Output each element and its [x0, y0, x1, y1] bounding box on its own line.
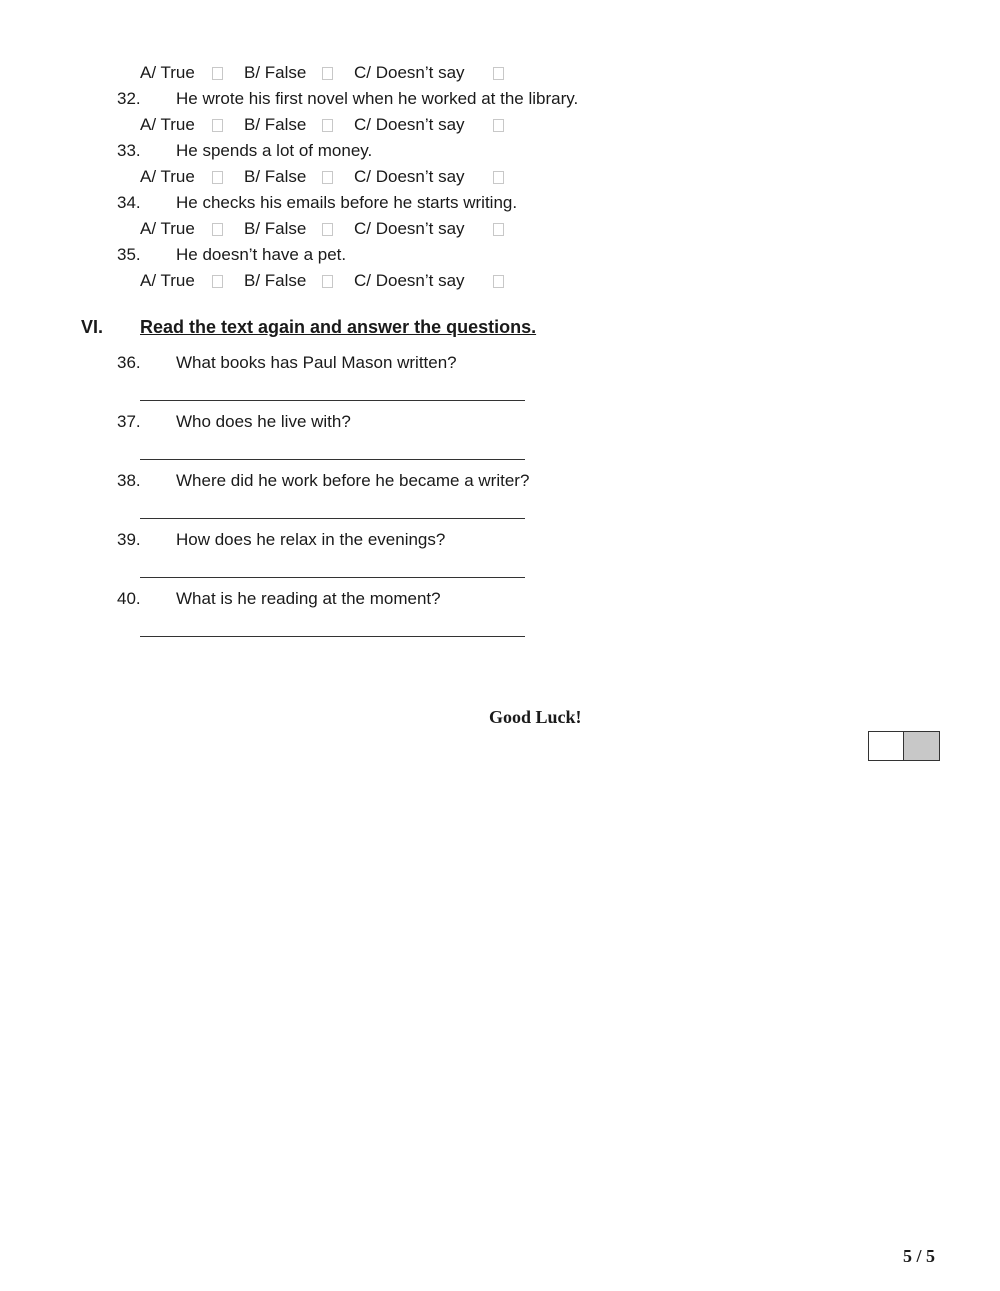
question-number: 35.: [117, 245, 141, 264]
score-box-filled: [903, 731, 940, 761]
option-doesnt-say-checkbox[interactable]: [493, 171, 504, 184]
question-text: What is he reading at the moment?: [176, 589, 441, 608]
option-false-label: B/ False: [244, 219, 307, 238]
option-true-checkbox[interactable]: [212, 171, 223, 184]
option-true-label: A/ True: [140, 167, 195, 186]
question-number: 37.: [117, 412, 141, 431]
option-doesnt-say-checkbox[interactable]: [493, 67, 504, 80]
option-doesnt-say-label: C/ Doesn’t say: [354, 271, 465, 290]
question-text: Who does he live with?: [176, 412, 351, 431]
option-doesnt-say-checkbox[interactable]: [493, 223, 504, 236]
question-number: 39.: [117, 530, 141, 549]
option-doesnt-say-label: C/ Doesn’t say: [354, 167, 465, 186]
question-text: He doesn’t have a pet.: [176, 245, 347, 264]
score-box-empty: [868, 731, 905, 761]
option-true-label: A/ True: [140, 63, 195, 82]
option-doesnt-say-checkbox[interactable]: [493, 275, 504, 288]
option-doesnt-say-label: C/ Doesn’t say: [354, 219, 465, 238]
section-numeral: VI.: [81, 317, 104, 337]
option-false-label: B/ False: [244, 271, 307, 290]
question-number: 36.: [117, 353, 141, 372]
option-false-checkbox[interactable]: [322, 119, 333, 132]
option-false-label: B/ False: [244, 115, 307, 134]
option-true-checkbox[interactable]: [212, 67, 223, 80]
option-false-label: B/ False: [244, 63, 307, 82]
option-true-label: A/ True: [140, 219, 195, 238]
question-text: Where did he work before he became a writer?: [176, 471, 530, 490]
option-false-checkbox[interactable]: [322, 171, 333, 184]
answer-line[interactable]: [140, 636, 525, 637]
question-text: What books has Paul Mason written?: [176, 353, 457, 372]
answer-line[interactable]: [140, 577, 525, 578]
option-false-label: B/ False: [244, 167, 307, 186]
page-number: 5 / 5: [903, 1246, 936, 1266]
answer-line[interactable]: [140, 400, 525, 401]
option-true-label: A/ True: [140, 115, 195, 134]
option-true-checkbox[interactable]: [212, 119, 223, 132]
question-text: He wrote his first novel when he worked at the library.: [176, 89, 579, 108]
question-text: He spends a lot of money.: [176, 141, 373, 160]
option-doesnt-say-checkbox[interactable]: [493, 119, 504, 132]
option-false-checkbox[interactable]: [322, 275, 333, 288]
option-doesnt-say-label: C/ Doesn’t say: [354, 63, 465, 82]
option-true-checkbox[interactable]: [212, 223, 223, 236]
closing-text: Good Luck!: [489, 707, 582, 727]
option-doesnt-say-label: C/ Doesn’t say: [354, 115, 465, 134]
option-true-checkbox[interactable]: [212, 275, 223, 288]
option-true-label: A/ True: [140, 271, 195, 290]
question-number: 34.: [117, 193, 141, 212]
question-text: How does he relax in the evenings?: [176, 530, 446, 549]
option-false-checkbox[interactable]: [322, 67, 333, 80]
question-text: He checks his emails before he starts writing.: [176, 193, 518, 212]
question-number: 32.: [117, 89, 141, 108]
answer-line[interactable]: [140, 459, 525, 460]
question-number: 40.: [117, 589, 141, 608]
section-title: Read the text again and answer the questions.: [140, 317, 537, 337]
question-number: 38.: [117, 471, 141, 490]
option-false-checkbox[interactable]: [322, 223, 333, 236]
question-number: 33.: [117, 141, 141, 160]
answer-line[interactable]: [140, 518, 525, 519]
